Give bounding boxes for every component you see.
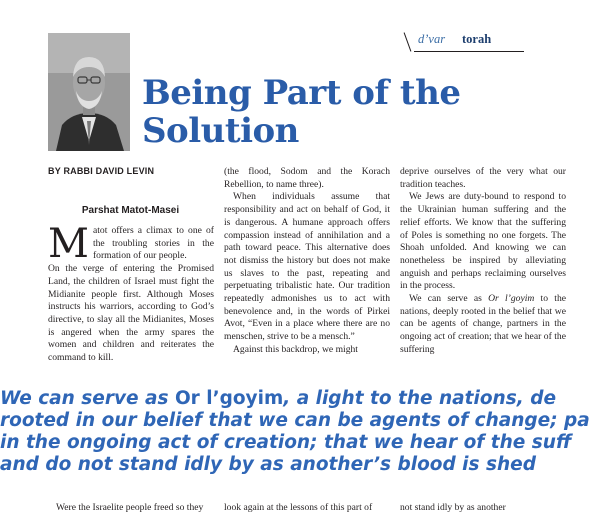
author-portrait-image <box>48 33 130 151</box>
article-column-3 <box>400 166 566 357</box>
pull-quote <box>0 388 590 476</box>
byline: BY RABBI DAVID LEVIN <box>48 166 155 176</box>
paragraph-italic-text: Or l’goyim <box>488 293 535 305</box>
section-tag-bold: torah <box>462 32 492 46</box>
continuation-column-1: Were the Israelite people freed so they <box>56 502 204 513</box>
paragraph: When individuals assume that responsibility and act on behalf of God, it is dangerous. A humane approach offers compassion instead of annihilation and a path toward peace. This alternative does not dismiss the history but does not make us slaves to the past, repeating and perpetuating tribalistic hate. Our tradition repeatedly admonishes us to act with benevolence and, in the words of Pirkei Avot, “Even in a place where there are no menschen, strive to be a mensch.” <box>224 191 390 343</box>
section-tag-underline <box>414 51 524 52</box>
paragraph-text: We can serve as <box>409 293 489 305</box>
continuation-column-2: look again at the lessons of this part of <box>224 502 373 513</box>
section-tag-rule <box>404 32 412 51</box>
article-column-1 <box>48 221 214 365</box>
pull-quote-text: We can serve as <box>0 388 175 409</box>
paragraph <box>48 221 214 267</box>
headline-line-1: Being Part of the <box>142 73 461 113</box>
pull-quote-text: , a light to the nations, de <box>283 388 556 409</box>
pull-quote-line-3: in the ongoing act of creation; that we hear of the suff <box>0 432 572 453</box>
article-headline <box>142 74 512 150</box>
paragraph-text: atot offers a climax to one of the troubling stories in the formation of our people. <box>92 225 214 262</box>
headline-line-2: Solution <box>142 111 299 151</box>
section-tag-light: d’var <box>418 32 446 46</box>
pull-quote-line-2: rooted in our belief that we can be agents of change; pa <box>0 410 590 431</box>
section-tag <box>404 30 524 52</box>
article-column-2 <box>224 166 390 357</box>
author-photo <box>48 33 130 151</box>
paragraph: Against this backdrop, we might <box>233 343 358 355</box>
paragraph: We Jews are duty-bound to respond to the Ukrainian human suffering and the relief efforts. We know that the suffering of Poles is something no one forgets. The Shoah unfolded. And knowing we can nonetheless be inspired by alleviating anguish and perhaps reclaiming ourselves in the process. <box>400 191 566 292</box>
paragraph: (the flood, Sodom and the Korach Rebellion, to name three). <box>224 166 390 190</box>
pull-quote-line-4: and do not stand idly by as another’s blood is shed <box>0 454 536 475</box>
paragraph: On the verge of entering the Promised Land, the children of Israel must fight the Midianite people first. Although Moses instructs his warriors, according to God’s directive, to slay all the Midianites, Moses is angered when the army spares the women and children and reiterates the command to kill. <box>48 263 214 364</box>
parsha-title: Parshat Matot-Masei <box>81 205 180 216</box>
pull-quote-term: Or l’goyim <box>174 388 284 409</box>
paragraph-text: to the nations, deeply rooted in the belief that we can be agents of change, partners in the ongoing act of creation; that we hear of the suffering <box>400 293 566 355</box>
paragraph: deprive ourselves of the very what our tradition teaches. <box>400 166 566 190</box>
paragraph <box>400 293 566 357</box>
drop-cap: M <box>48 221 89 267</box>
continuation-column-3: not stand idly by as another <box>400 502 506 513</box>
pull-quote-line-1 <box>0 388 556 410</box>
